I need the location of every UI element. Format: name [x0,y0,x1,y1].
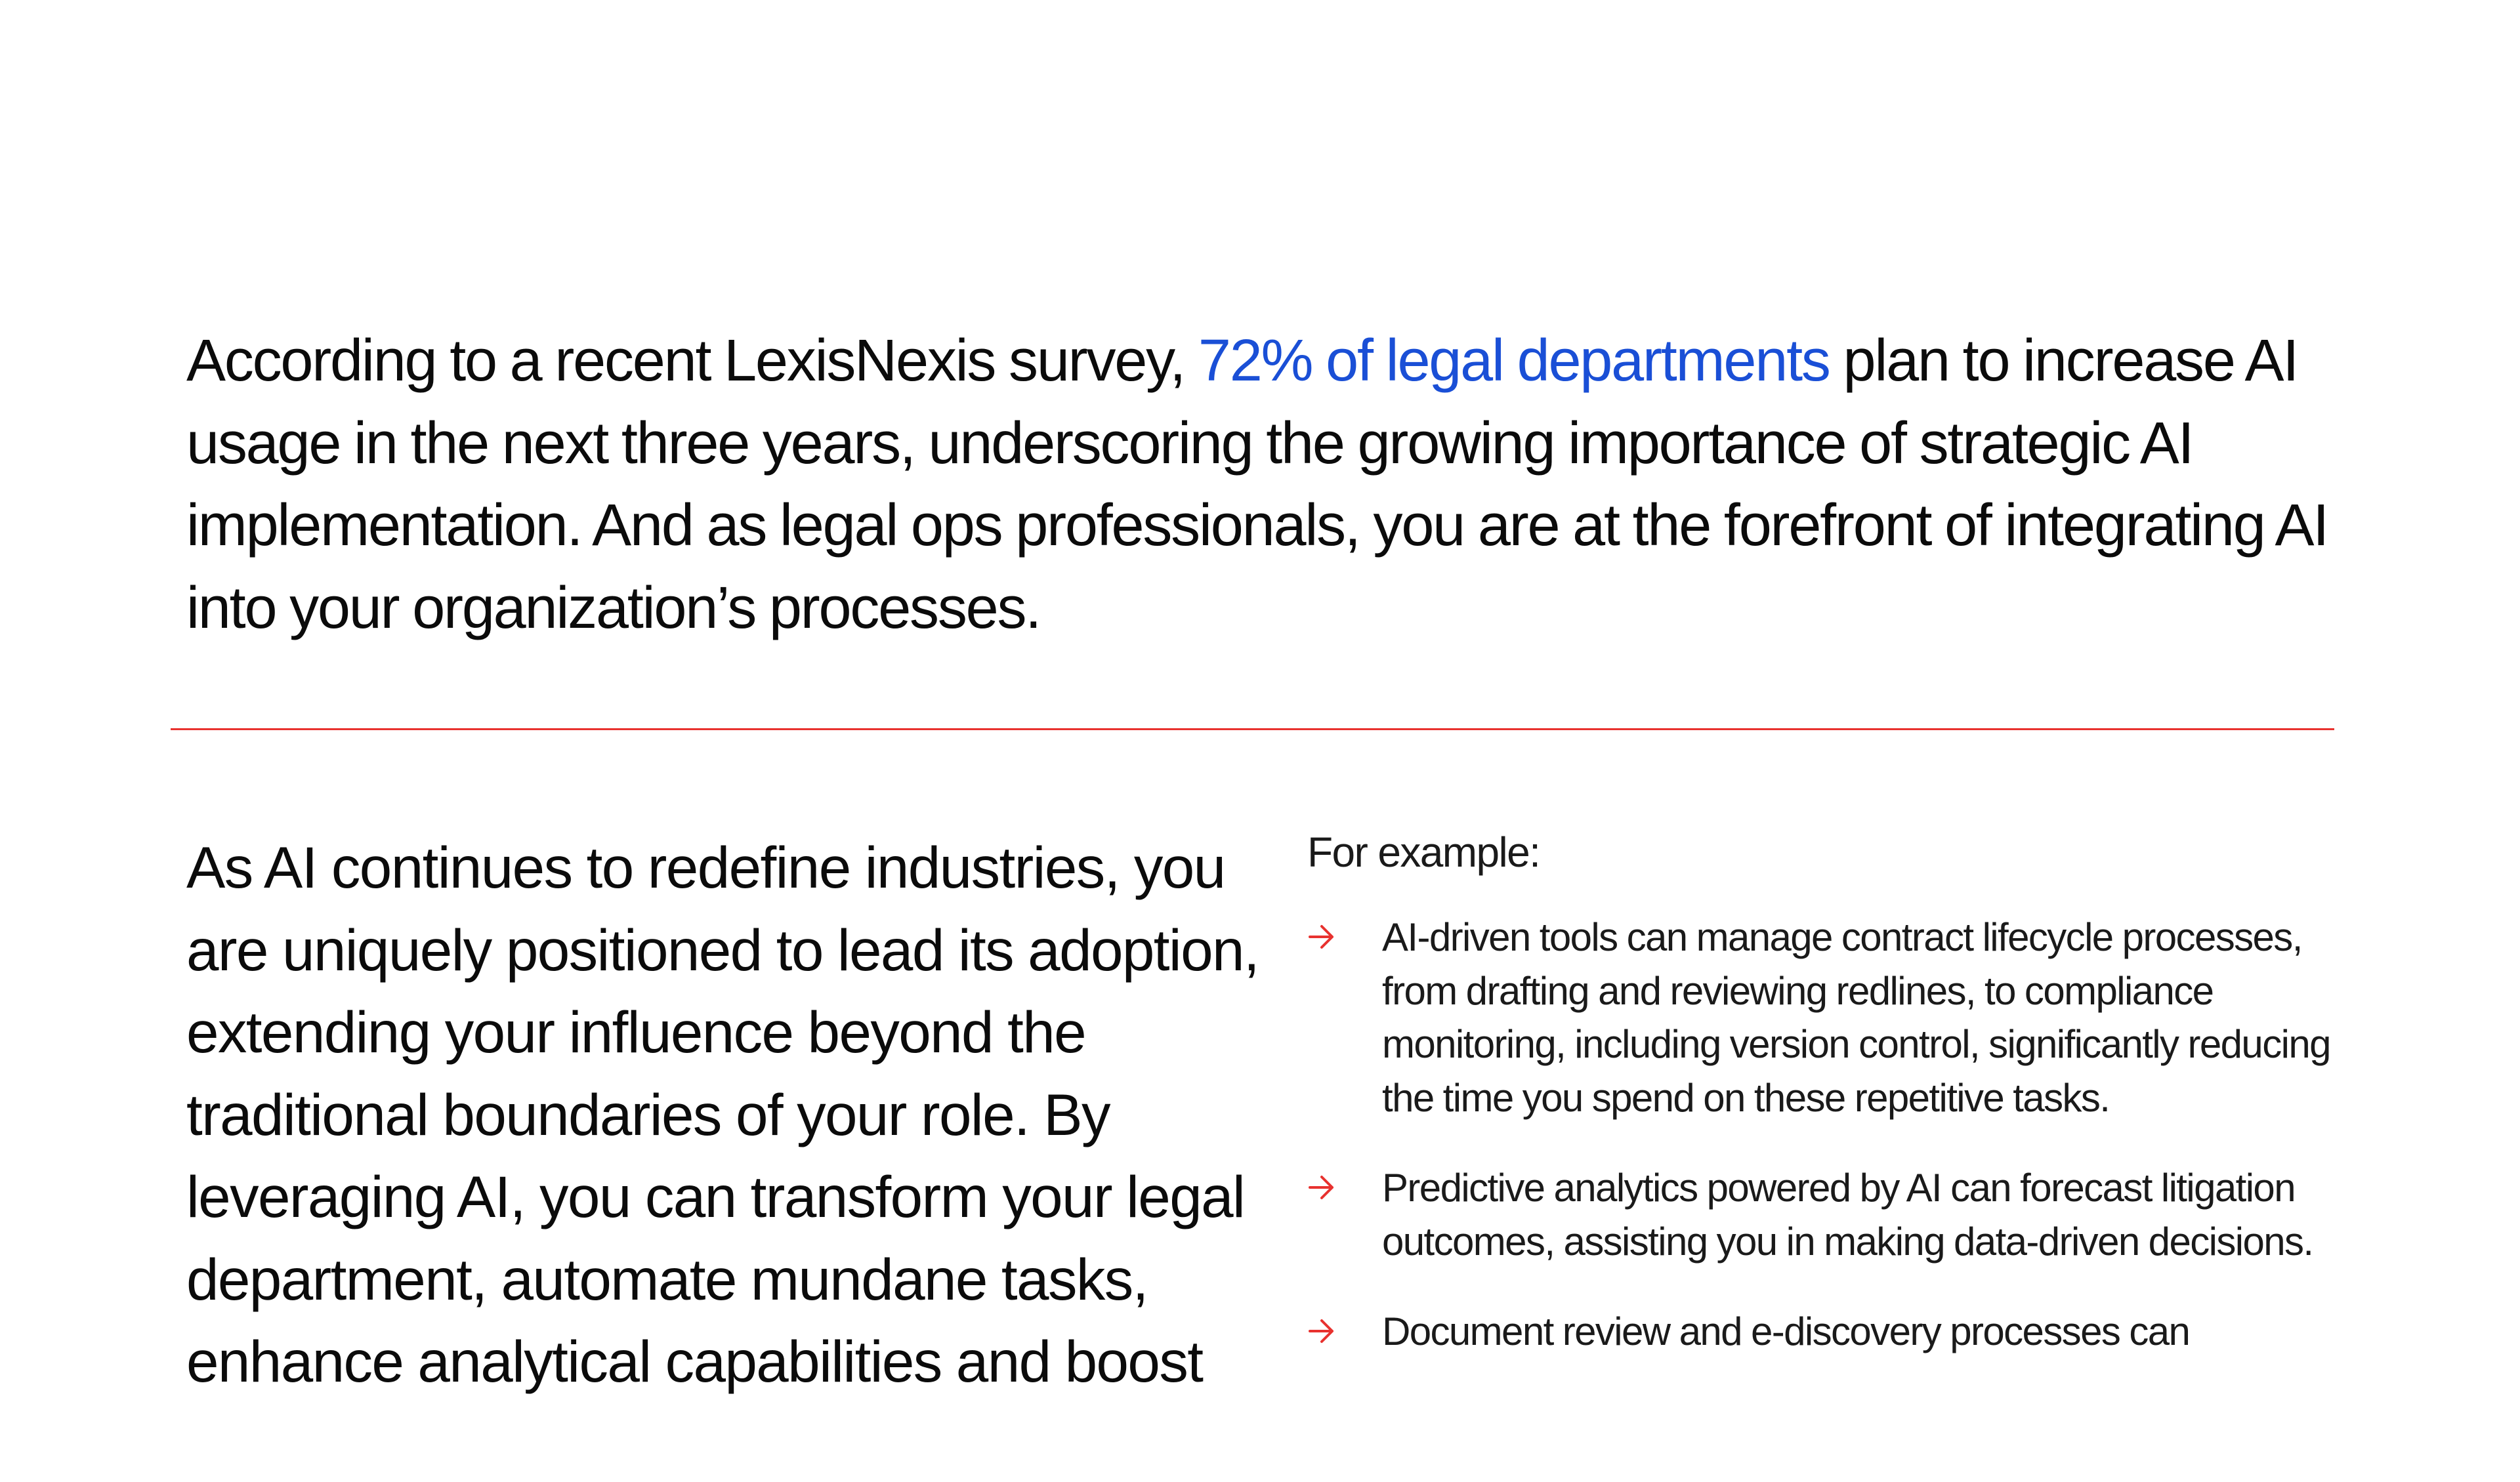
list-item [1307,1161,2357,1268]
list-item-text: Predictive analytics powered by AI can forecast litigation outcomes, assisting you in making data-driven decisions. [1382,1166,2313,1264]
examples-column [1307,825,2357,1395]
intro-text-before-link: According to a recent LexisNexis survey, [186,328,1198,394]
intro-paragraph [186,320,2352,649]
intro-text-after-link: plan to increase AI usage in the next three years, underscoring the growing importance of strategic AI implementation. And as legal ops professionals, you are at the forefront of integrating AI into your organization’s processes. [186,328,2328,641]
arrow-right-icon [1309,1166,1335,1208]
examples-list [1307,911,2357,1359]
survey-stat-link[interactable]: 72% of legal departments [1198,328,1830,394]
arrow-right-icon [1309,1310,1335,1352]
examples-heading: For example: [1307,829,1540,876]
section-divider [171,728,2334,730]
arrow-right-icon [1309,916,1335,958]
list-item-text: AI-driven tools can manage contract lifecycle processes, from drafting and reviewing redlines, to compliance monitoring, including version control, significantly reducing the time you spend on these repetitive tasks. [1382,915,2330,1120]
list-item [1307,1305,2357,1359]
lead-paragraph: As AI continues to redefine industries, you are uniquely positioned to lead its adoption, extending your influence beyond the traditional boundaries of your role. By leveraging AI, you can transform your legal department, automate mundane tasks, enhance analytical capabilities and boost [186,834,1259,1394]
list-item-text: Document review and e-discovery processes can [1382,1309,2190,1353]
list-item [1307,911,2357,1124]
